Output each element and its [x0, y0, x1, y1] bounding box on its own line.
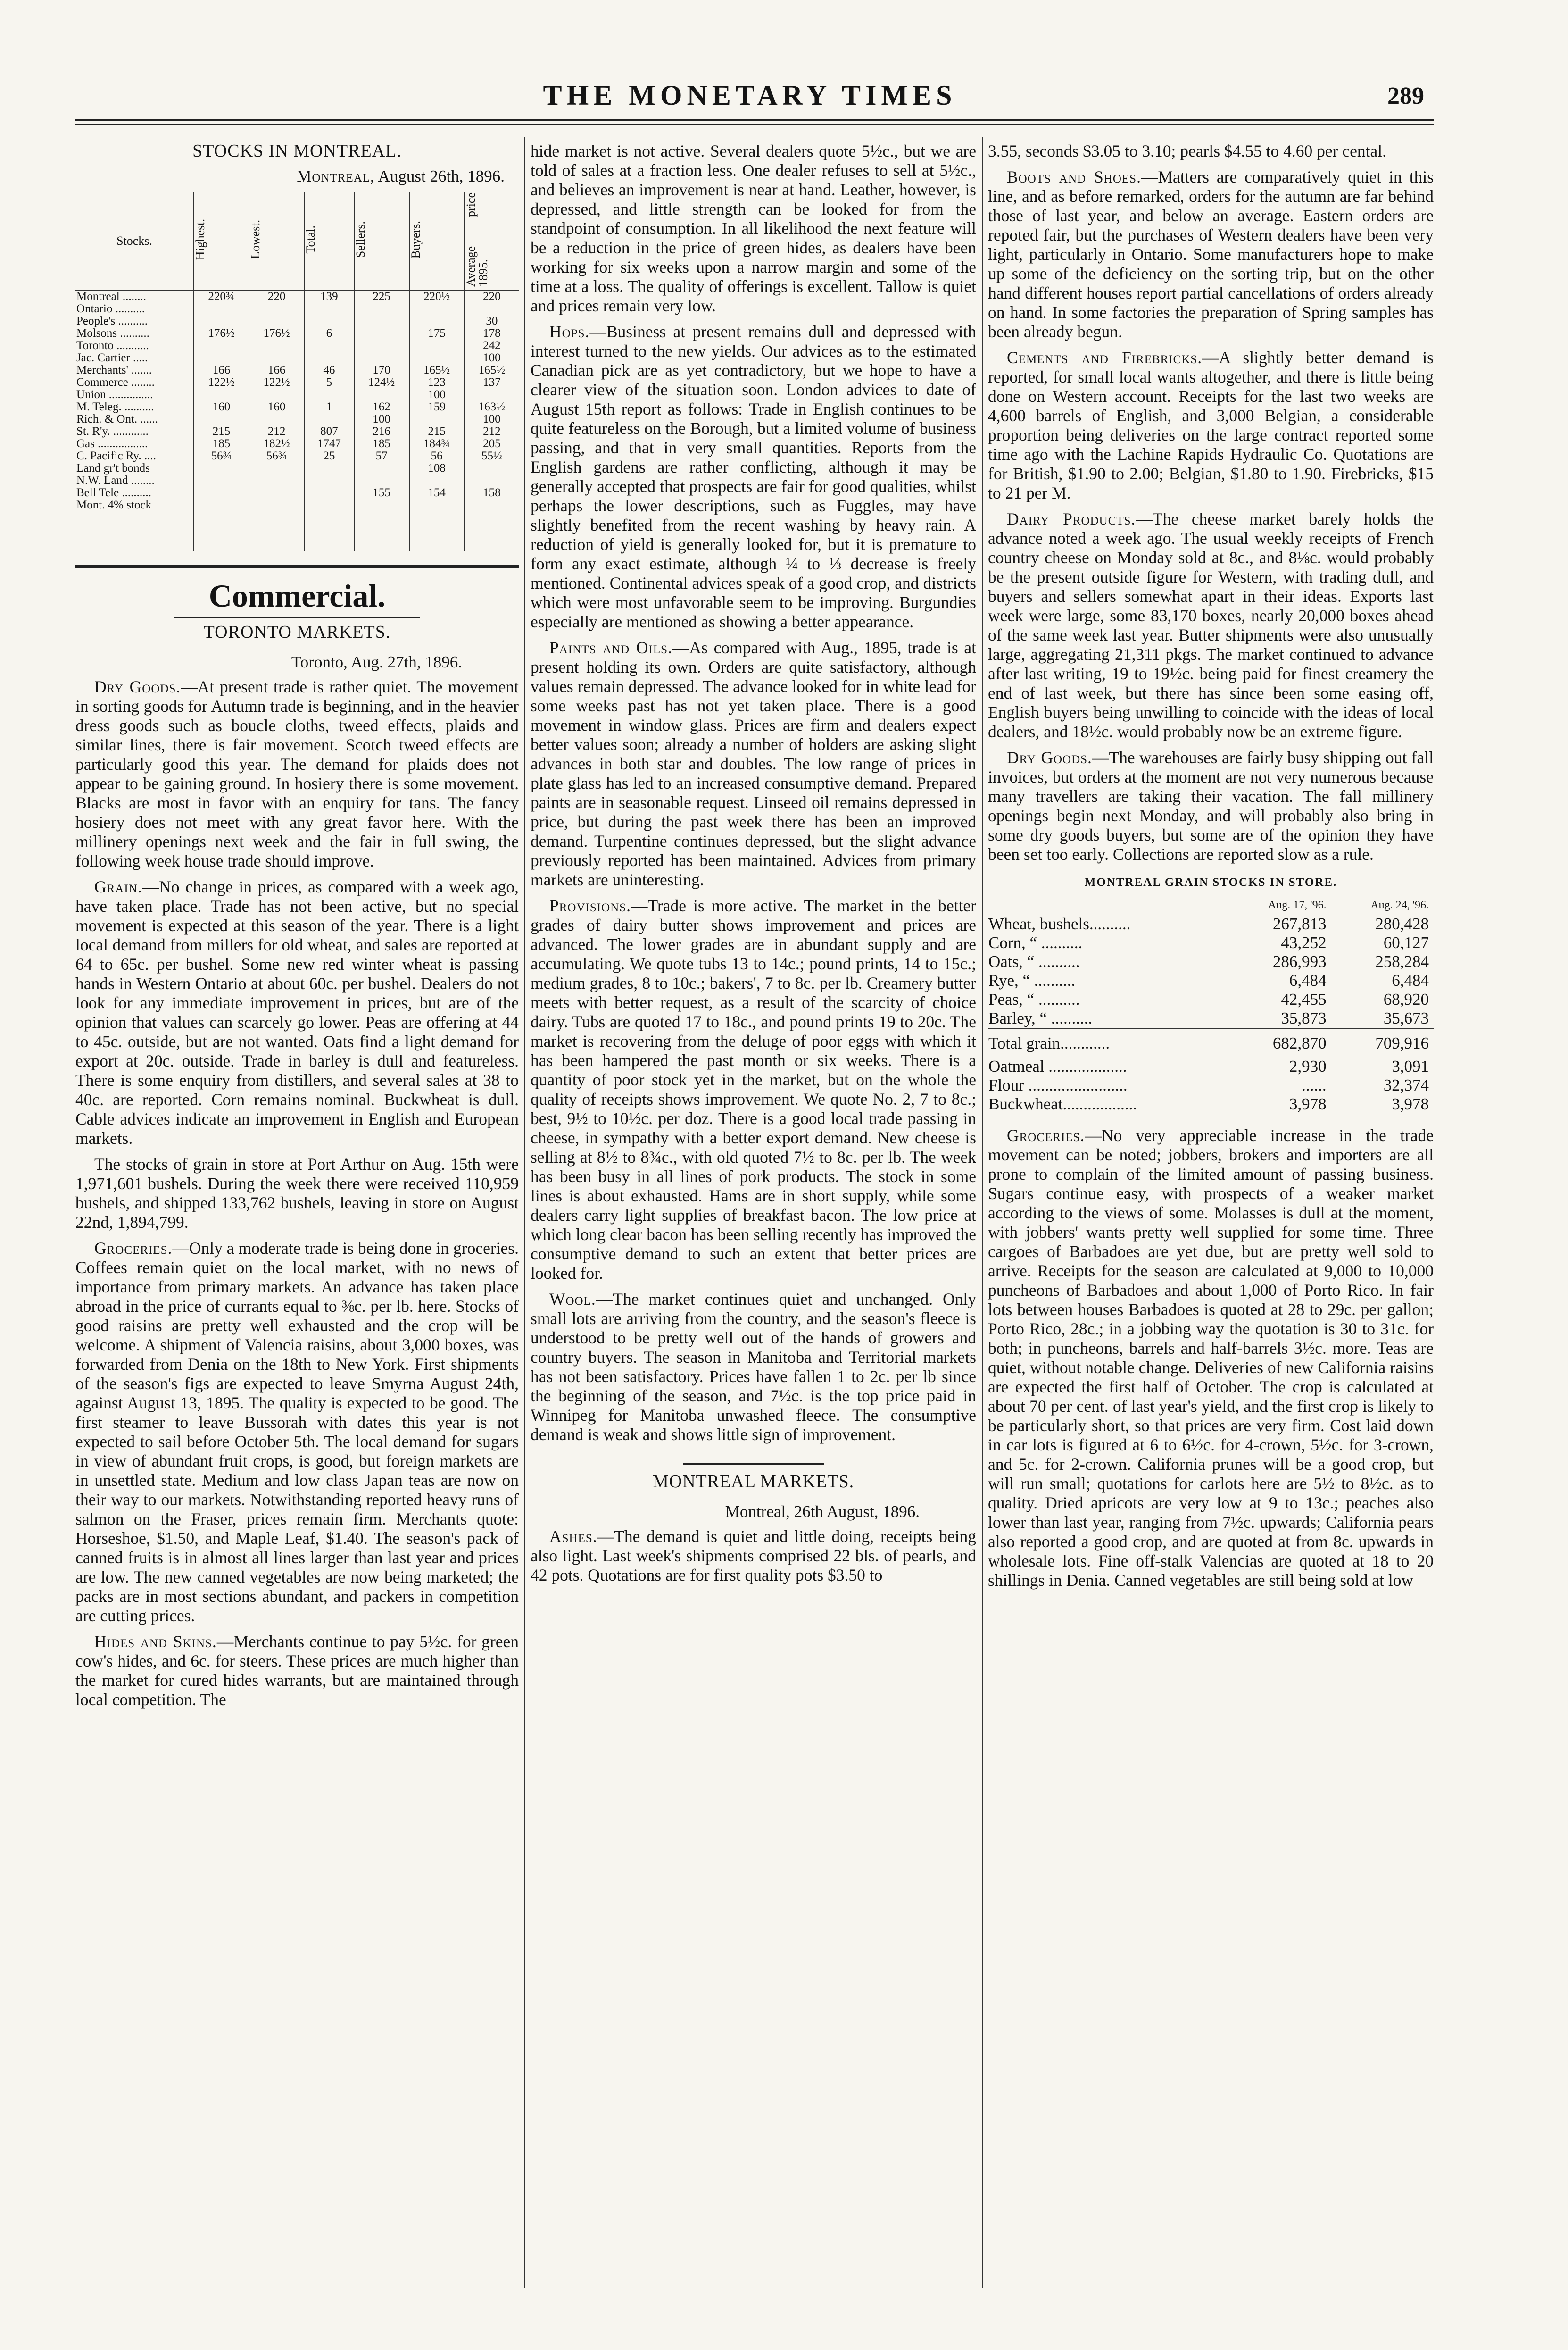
stock-name: C. Pacific Ry. ....	[76, 450, 156, 462]
stock-value	[249, 303, 304, 315]
stock-name: N.W. Land ........	[76, 474, 155, 487]
paragraph-lead: Dry Goods.	[1007, 748, 1092, 767]
stock-value	[465, 462, 519, 475]
stocks-row	[75, 413, 519, 425]
stock-value: 108	[409, 462, 465, 475]
toronto-report	[75, 677, 519, 1709]
grain-row	[988, 1028, 1434, 1057]
grain-row	[988, 1076, 1434, 1095]
grain-label: Wheat, bushels..........	[988, 915, 1131, 933]
stocks-row	[75, 487, 519, 499]
grain-label: Buckwheat..................	[988, 1095, 1137, 1113]
grain-row	[988, 990, 1434, 1009]
groceries-paragraph: Groceries.—No very appreciable increase in the trade movement can be noted; jobbers, brokers and importers are all prone to complain of the limited amount of passing business. Sugars continue easy, with prospects of a weaker market according to the views of some. Molasses is dull at the moment, with jobbers' wants pretty well supplied for some time. Three cargoes of Barbadoes are yet due, but are pretty well sold to arrive. Receipts for the season are calculated at 9,000 to 10,000 puncheons of Barbadoes and about 1,000 of Porto Rico. In fair lots between houses Barbadoes is quoted at 28 to 29c. per gallon; Porto Rico, 28c.; in a jobbing way the quotation is 30 to 31c. for both; in puncheons, barrels and half-barrels 3½c. more. Teas are quiet, without notable change. Deliveries of new California raisins are expected the first half of October. The crop is calculated at about 70 per cent. of last year's yield, and the first crop is likely to be particularly short, so that prices are very firm. Cost laid down in car lots is figured at 6 to 6½c. for 4-crown, 5½c. for 3-crown, and 5c. for 2-crown. California prunes will be a good crop, but will run small; quotations for carlots here are 5½ to 8½c. as to quality. Dried apricots are very low at 9 to 13c.; peaches also lower than last year, ranging from 7½c. upwards; California pears also reported a good crop, and are quoted at from 8c. upwards in wholesale lots. Fine off-stalk Valencias are quoted at 18 to 20 shillings in Denia. Canned vegetables are still being sold at low	[988, 1126, 1434, 1590]
stocks-row	[75, 327, 519, 340]
stock-value: 205	[465, 438, 519, 450]
stock-value: 165½	[409, 364, 465, 376]
stock-value	[194, 413, 249, 425]
toronto-dateline: Toronto, Aug. 27th, 1896.	[291, 653, 462, 671]
grain-value: 60,127	[1383, 933, 1429, 952]
stock-value: 185	[354, 438, 409, 450]
stocks-column-header: Total.	[304, 192, 354, 290]
stock-value: 212	[465, 425, 519, 438]
grain-row	[988, 1057, 1434, 1076]
stock-value: 56¾	[194, 450, 249, 462]
stock-name: Union ...............	[76, 388, 153, 401]
stocks-row	[75, 462, 519, 475]
stock-value	[409, 499, 465, 551]
stocks-row	[75, 425, 519, 438]
grain-value: 286,993	[1272, 952, 1327, 971]
stock-value	[249, 389, 304, 401]
stock-value: 100	[465, 413, 519, 425]
stock-value	[249, 352, 304, 364]
stock-name: Merchants' .......	[76, 364, 152, 376]
stock-value: 6	[304, 327, 354, 340]
stock-value	[465, 389, 519, 401]
stock-value: 158	[465, 487, 519, 499]
grain-row	[988, 1009, 1434, 1028]
grain-value: 258,284	[1375, 952, 1429, 971]
grain-value: 3,091	[1392, 1057, 1429, 1075]
stock-value	[194, 389, 249, 401]
report-paragraph: Boots and Shoes.—Matters are comparatively quiet in this line, and as before remarked, orders for the autumn are far behind those of last year, and below an average. Eastern orders are repoted fair, but the purchases of Western dealers have been very light, particularly in Ontario. Some manufacturers hope to make up some of the deficiency on the sorting trip, but on the other hand different houses report partial cancellations of orders already on hand. In some factories the preparation of Spring samples has been already begun.	[988, 167, 1434, 341]
grain-value: 6,484	[1289, 971, 1327, 990]
grain-value: ......	[1302, 1076, 1327, 1094]
stocks-row	[75, 352, 519, 364]
stock-value: 56¾	[249, 450, 304, 462]
stock-value	[354, 462, 409, 475]
stock-value: 182½	[249, 438, 304, 450]
report-paragraph: Cements and Firebricks.—A slightly better demand is reported, for small local wants altogether, and there is little being done on Western account. Receipts for the last two weeks are 4,600 barrels of English, and 3,000 Belgian, a considerable proportion being deliveries on the large contract reported some time ago with the Lachine Rapids Hydraulic Co. Quotations are for British, $1.90 to 2.00; Belgian, $1.80 to 1.90. Firebricks, $15 to 21 per M.	[988, 348, 1434, 502]
grain-value: 32,374	[1383, 1076, 1429, 1094]
ashes-paragraph: Ashes.—The demand is quiet and little doing, receipts being also light. Last week's shipments comprised 22 bls. of pearls, and 42 pots. Quotations are for first quality pots $3.50 to	[531, 1527, 976, 1584]
stock-value	[194, 475, 249, 487]
stock-value: 166	[194, 364, 249, 376]
grain-value: 682,870	[1228, 1028, 1331, 1057]
stock-value: 30	[465, 315, 519, 327]
stock-value	[409, 303, 465, 315]
grain-value: 280,428	[1375, 915, 1429, 933]
stock-value	[249, 462, 304, 475]
paragraph-lead: Wool.	[549, 1290, 596, 1308]
stock-value: 162	[354, 401, 409, 413]
paragraph-lead: Hides and Skins.	[94, 1632, 217, 1651]
grain-value: 3,978	[1392, 1095, 1429, 1113]
stock-name: St. R'y. ............	[76, 425, 149, 438]
stocks-column-header: Sellers.	[354, 192, 409, 290]
stock-value	[465, 303, 519, 315]
stock-value	[409, 315, 465, 327]
stock-value	[304, 499, 354, 551]
grain-value: 267,813	[1272, 915, 1327, 933]
stock-value: 220	[249, 290, 304, 303]
grain-value: 2,930	[1289, 1057, 1327, 1075]
page-number: 289	[1387, 83, 1424, 109]
stock-value: 175	[409, 327, 465, 340]
stock-value	[354, 389, 409, 401]
stock-value	[304, 462, 354, 475]
report-paragraph: Groceries.—Only a moderate trade is being done in groceries. Coffees remain quiet on the local market, with no news of importance from primary markets. An advance has taken place abroad in the price of currants equal to ⅜c. per lb. here. Stocks of good raisins are pretty well exhausted and the crop will be welcome. A shipment of Valencia raisins, about 3,000 boxes, was forwarded from Denia on the 18th to New York. First shipments of the season's figs are expected to leave Smyrna August 24th, against August 13, 1895. The quality is expected to be good. The first steamer to leave Bussorah with dates this year is not expected to sail before October 5th. The local demand for sugars in view of abundant fruit crops, is good, but foreign markets are in unsettled state. Medium and low class Japan teas are now on their way to our markets. Notwithstanding reported heavy runs of salmon on the Fraser, prices remain firm. Merchants quote: Horseshoe, $1.50, and Maple Leaf, $1.40. The season's pack of canned fruits is in almost all lines larger than last year and prices are low. The new canned vegetables are now being marketed; the packs are in most sections abundant, and packers in competition are cutting prices.	[75, 1239, 519, 1625]
report-paragraph: 3.55, seconds $3.05 to 3.10; pearls $4.55 to 4.60 per cental.	[988, 142, 1386, 160]
stocks-heading: STOCKS IN MONTREAL.	[192, 141, 402, 161]
stock-value	[194, 340, 249, 352]
stock-value	[465, 499, 519, 551]
stock-value: 137	[465, 376, 519, 389]
stock-value	[304, 413, 354, 425]
section-rule-3	[683, 1463, 824, 1465]
report-paragraph: Hops.—Business at present remains dull and depressed with interest turned to the new yields. Our advices as to the estimated Canadian pick are as yet contradictory, but we hope to have a clearer view of the situation soon. London advices to date of August 15th report as follows: Trade in English continues to be quite featureless on the Borough, but a limited volume of business passing, and that in very small quantities. Reports from the English gardens are rather conflicting, although it may be generally accepted that prospects are fair for good qualities, whilst perhaps the lower descriptions, such as Fuggles, may have slightly benefited from the recent washing by heavy rain. A reduction of yield is generally looked for, but it is premature to form any exact estimate, although ¼ to ⅓ decrease is freely mentioned. Continental advices speak of a good crop, and districts which were most unfavorable seem to be improving. Burgundies especially are mentioned as showing a better appearance.	[531, 322, 976, 631]
stocks-row	[75, 315, 519, 327]
stock-name: Ontario ..........	[76, 302, 145, 315]
masthead	[75, 79, 1424, 113]
stock-value: 5	[304, 376, 354, 389]
grain-row	[988, 971, 1434, 990]
stocks-column-header: Lowest.	[249, 192, 304, 290]
stock-name: M. Teleg. ..........	[76, 400, 154, 413]
stock-value	[194, 462, 249, 475]
grain-stocks-table	[988, 896, 1434, 1114]
report-paragraph: hide market is not active. Several dealers quote 5½c., but we are told of sales at a fraction less. One dealer refuses to sell at 5½c., and believes an improvement is near at hand. Leather, however, is depressed, and little strength can be looked for from the standpoint of consumption. In all likelihood the next feature will be a reduction in the price of green hides, as dealers have been working for six weeks upon a narrow margin and some of the time at a loss. The quality of offerings is excellent. Tallow is quiet and prices remain very low.	[531, 142, 976, 315]
stock-value: 56	[409, 450, 465, 462]
stock-value	[409, 340, 465, 352]
paragraph-lead: Cements and Firebricks.	[1007, 348, 1203, 367]
stock-value: 155	[354, 487, 409, 499]
paragraph-lead: Dairy Products.	[1007, 509, 1136, 528]
stock-value: 159	[409, 401, 465, 413]
stock-value: 160	[194, 401, 249, 413]
stock-value: 123	[409, 376, 465, 389]
grain-value: 3,978	[1289, 1095, 1327, 1113]
grain-label: Corn, “ ..........	[988, 933, 1083, 952]
grain-label: Peas, “ ..........	[988, 990, 1080, 1008]
stock-value: 166	[249, 364, 304, 376]
stock-name: Commerce ........	[76, 376, 155, 389]
column-3	[988, 142, 1434, 1597]
paragraph-lead: Groceries.	[94, 1239, 173, 1258]
stock-value: 57	[354, 450, 409, 462]
stock-value: 100	[409, 389, 465, 401]
stock-name: Rich. & Ont. ......	[76, 413, 158, 425]
stock-value: 25	[304, 450, 354, 462]
stock-value: 170	[354, 364, 409, 376]
stocks-table	[75, 192, 519, 551]
section-rule	[75, 565, 519, 567]
report-paragraph: Grain.—No change in prices, as compared with a week ago, have taken place. Trade has not been active, but no special movement is expected at this season of the year. There is a light local demand from millers for old wheat, and sales are reported at 64 to 65c. per bushel. Some new red winter wheat is passing hands in Western Ontario at about 60c. per bushel. Dealers do not look for any immediate improvement in prices, but are of the opinion that values can scarcely go lower. Peas are offering at 44 to 45c. outside, but are not wanted. Oats find a light demand for export at 20c. outside. Trade in barley is dull and featureless. There is some enquiry from distillers, and several sales at 38 to 40c. are reported. Corn remains nominal. Buckwheat is dull. Cable advices indicate an improvement in English and European markets.	[75, 877, 519, 1148]
stock-value	[354, 303, 409, 315]
stock-value: 176½	[249, 327, 304, 340]
stocks-row	[75, 475, 519, 487]
column-1	[75, 142, 519, 1716]
stocks-row	[75, 438, 519, 450]
stock-value	[249, 499, 304, 551]
report-paragraph: The stocks of grain in store at Port Arthur on Aug. 15th were 1,971,601 bushels. During the week there were received 110,959 bushels, and shipped 133,762 bushels, leaving in store on August 22nd, 1,894,799.	[75, 1155, 519, 1232]
masthead-rule-bottom	[75, 124, 1434, 125]
stock-value	[304, 303, 354, 315]
stock-value: 139	[304, 290, 354, 303]
section-rule-2	[75, 567, 519, 568]
stock-value: 1	[304, 401, 354, 413]
column-2-report	[531, 142, 976, 1444]
stock-value: 163½	[465, 401, 519, 413]
stock-value	[194, 303, 249, 315]
stock-value: 124½	[354, 376, 409, 389]
report-paragraph: Hides and Skins.—Merchants continue to pay 5½c. for green cow's hides, and 6c. for steers. These prices are much higher than the market for cured hides warrants, but are maintained through local competition. The	[75, 1632, 519, 1709]
grain-col-a: Aug. 17, '96.	[1268, 899, 1327, 911]
stock-value	[409, 413, 465, 425]
paragraph-lead: Paints and Oils.	[549, 638, 672, 657]
stock-value: 215	[194, 425, 249, 438]
grain-col-b: Aug. 24, '96.	[1370, 899, 1429, 911]
stock-value	[354, 352, 409, 364]
paragraph-lead: Provisions.	[549, 896, 631, 915]
report-paragraph: Dry Goods.—At present trade is rather quiet. The movement in sorting goods for Autumn trade is beginning, and in the heavier dress goods such as boucle cloths, tweed effects, plaids and similar lines, there is fair movement. Scotch tweed effects are particularly good this year. The demand for plaids does not appear to be gaining ground. In hosiery there is some movement. Blacks are most in favor with an enquiry for tans. The fancy hosiery does not meet with any great favor here. With the millinery openings next week and the fair in full swing, the following week house trade should improve.	[75, 677, 519, 870]
stock-name: Jac. Cartier .....	[76, 351, 148, 364]
column-divider-2	[982, 137, 983, 2288]
column-divider-1	[524, 137, 525, 2288]
stock-value	[249, 487, 304, 499]
report-paragraph: Provisions.—Trade is more active. The market in the better grades of dairy butter shows improvement and prices are advanced. The lower grades are in abundant supply and are accumulating. We quote tubs 13 to 14c.; pound prints, 14 to 15c.; medium grades, 8 to 10c.; bakers', 7 to 8c. per lb. Creamery butter meets with better request, as a result of the scarcity of choice dairy. Tubs are quoted 17 to 18c., and pound prints 19 to 20c. The market is recovering from the deluge of poor eggs with which it has been hampered the past month or six weeks. There is a quantity of poor stock yet in the market, but on the whole the quality of receipts shows improvement. We quote No. 2, 7 to 8c.; best, 9½ to 10½c. per doz. There is a good local trade passing in cheese, in sympathy with a better export demand. New cheese is selling at 8½ to 8¾c., with old quoted 7½ to 8c. per lb. The week has been busy in all lines of pork products. The stock in some lines is about exhausted. Hams are in short supply, while some dealers carry light supplies of breakfast bacon. The low price at which long clear bacon has been selling recently has improved the consumptive demand to such an extent that better prices are looked for.	[531, 896, 976, 1283]
paragraph-lead: Boots and Shoes.	[1007, 167, 1141, 186]
stock-value: 178	[465, 327, 519, 340]
stock-name: Molsons ..........	[76, 327, 149, 340]
heading-rule	[174, 617, 420, 618]
stocks-column-header: Buyers.	[409, 192, 465, 290]
stocks-row	[75, 303, 519, 315]
stock-value	[354, 340, 409, 352]
stock-value: 242	[465, 340, 519, 352]
stocks-row	[75, 290, 519, 303]
grain-value: 35,873	[1281, 1009, 1327, 1027]
montreal-markets-heading: MONTREAL MARKETS.	[652, 1472, 855, 1492]
report-paragraph: Wool.—The market continues quiet and unchanged. Only small lots are arriving from the country, and the season's fleece is understood to be pretty well out of the hands of growers and country buyers. The season in Manitoba and Territorial markets has not been satisfactory. Prices have fallen 1 to 2c. per lb since the beginning of the season, and 7½c. is the top price paid in Winnipeg for Manitoba unwashed fleece. The consumptive demand is weak and shows little sign of improvement.	[531, 1290, 976, 1444]
stock-value	[194, 315, 249, 327]
grain-value: 35,673	[1383, 1009, 1429, 1027]
stock-value	[354, 475, 409, 487]
stock-value: 100	[354, 413, 409, 425]
stock-value: 220¾	[194, 290, 249, 303]
stock-value	[194, 499, 249, 551]
stocks-column-header: Average price 1895.	[465, 192, 519, 290]
column-2	[531, 142, 976, 1592]
stocks-row	[75, 450, 519, 462]
stock-value	[249, 315, 304, 327]
grain-row	[988, 915, 1434, 933]
stock-value: 185	[194, 438, 249, 450]
stock-value	[304, 352, 354, 364]
stock-value	[304, 340, 354, 352]
grain-label: Flour ........................	[988, 1076, 1128, 1094]
column-3-report	[988, 142, 1434, 864]
grain-row	[988, 1095, 1434, 1114]
stocks-row	[75, 364, 519, 376]
stock-name: Gas .................	[76, 437, 148, 450]
stock-name: Mont. 4% stock	[76, 499, 152, 511]
stock-value: 122½	[249, 376, 304, 389]
grain-value: 709,916	[1331, 1028, 1434, 1057]
stocks-row	[75, 499, 519, 551]
stocks-row	[75, 376, 519, 389]
commercial-heading: Commercial.	[208, 578, 386, 614]
stocks-row	[75, 389, 519, 401]
stock-value	[465, 475, 519, 487]
stocks-row	[75, 340, 519, 352]
stock-value	[249, 340, 304, 352]
montreal-dateline: Montreal, 26th August, 1896.	[725, 1502, 920, 1521]
toronto-markets-heading: TORONTO MARKETS.	[203, 622, 391, 642]
stock-value	[409, 352, 465, 364]
stock-value: 100	[465, 352, 519, 364]
stock-value	[304, 487, 354, 499]
grain-label: Oatmeal ...................	[988, 1057, 1127, 1075]
stock-value: 216	[354, 425, 409, 438]
publication-title: THE MONETARY TIMES	[543, 80, 957, 111]
report-paragraph: Dairy Products.—The cheese market barely holds the advance noted a week ago. The usual weekly receipts of French country cheese on Monday sold at 8c., and 8⅛c. would probably be the present outside figure for Western, with trading dull, and buyers and sellers somewhat apart in their ideas. Exports last week were large, some 83,170 boxes, nearly 20,000 boxes ahead of the same week last year. Butter shipments were also unusually large, aggregating 21,311 pkgs. The market continued to advance after last writing, 19 to 19½c. being paid for finest creamery the end of last week, but there has since been some easing off, English buyers being unwilling to coincide with the ideas of local dealers, and 18½c. would probably now be an extreme figure.	[988, 509, 1434, 741]
stocks-column-header: Highest.	[194, 192, 249, 290]
stock-name: Montreal ........	[76, 290, 146, 303]
stock-value: 184¾	[409, 438, 465, 450]
stock-value	[409, 475, 465, 487]
stock-value: 122½	[194, 376, 249, 389]
grain-value: 68,920	[1383, 990, 1429, 1008]
paragraph-lead: Grain.	[94, 877, 142, 896]
grain-value: 43,252	[1281, 933, 1327, 952]
stock-value	[354, 327, 409, 340]
stock-value: 1747	[304, 438, 354, 450]
stock-value: 154	[409, 487, 465, 499]
grain-value: 6,484	[1392, 971, 1429, 990]
grain-row	[988, 933, 1434, 952]
grain-label: Oats, “ ..........	[988, 952, 1080, 971]
stock-value: 215	[409, 425, 465, 438]
stock-name: Land gr't bonds	[76, 462, 150, 475]
stock-value	[194, 352, 249, 364]
grain-row	[988, 952, 1434, 971]
stock-value	[354, 315, 409, 327]
masthead-rule-top	[75, 119, 1434, 121]
stocks-dateline: Montreal, August 26th, 1896.	[297, 167, 505, 185]
stock-value: 220	[465, 290, 519, 303]
stock-name: Toronto ...........	[76, 339, 149, 352]
stock-value: 176½	[194, 327, 249, 340]
stock-value: 225	[354, 290, 409, 303]
grain-label: Barley, “ ..........	[988, 1009, 1093, 1027]
stock-value	[304, 315, 354, 327]
stock-value: 220½	[409, 290, 465, 303]
stock-value: 212	[249, 425, 304, 438]
report-paragraph: Dry Goods.—The warehouses are fairly busy shipping out fall invoices, but orders at the moment are not very numerous because many travellers are taking their vacation. The fall millinery openings begin next Monday, and will probably also bring in some dry goods buyers, but some are of the opinion they have been set too early. Collections are reported slow as a rule.	[988, 748, 1434, 864]
stock-value	[354, 499, 409, 551]
grain-label: Total grain............	[988, 1028, 1228, 1057]
stock-value: 46	[304, 364, 354, 376]
grain-stocks-heading: MONTREAL GRAIN STOCKS IN STORE.	[1084, 876, 1337, 889]
stock-name: Bell Tele ..........	[76, 486, 151, 499]
stock-value	[194, 487, 249, 499]
stock-value	[249, 413, 304, 425]
stock-value: 55½	[465, 450, 519, 462]
stock-name: People's ..........	[76, 315, 148, 327]
stock-value: 165½	[465, 364, 519, 376]
report-paragraph: Paints and Oils.—As compared with Aug., 1895, trade is at present holding its own. Orders are quite satisfactory, although values remain depressed. The advance looked for in white lead for some weeks past has not yet taken place. There is a good movement in window glass. Prices are firm and dealers expect better values soon; already a number of holders are asking slight advances in both star and doubles. The low range of prices in plate glass has led to an increased consumptive demand. Prepared paints are in seasonable request. Linseed oil remains depressed in price, but during the past week there has been an improved demand. Turpentine continues depressed, but the slight advance previously reported has been maintained. Advices from primary markets are uninteresting.	[531, 638, 976, 889]
grain-label: Rye, “ ..........	[988, 971, 1076, 990]
paragraph-lead: Hops.	[549, 322, 590, 341]
paragraph-lead: Dry Goods.	[94, 677, 181, 696]
stock-value	[249, 475, 304, 487]
stock-value	[304, 475, 354, 487]
stocks-row	[75, 401, 519, 413]
stock-value: 160	[249, 401, 304, 413]
stock-value: 807	[304, 425, 354, 438]
stock-value	[304, 389, 354, 401]
grain-value: 42,455	[1281, 990, 1327, 1008]
stocks-column-header: Stocks.	[116, 234, 152, 248]
